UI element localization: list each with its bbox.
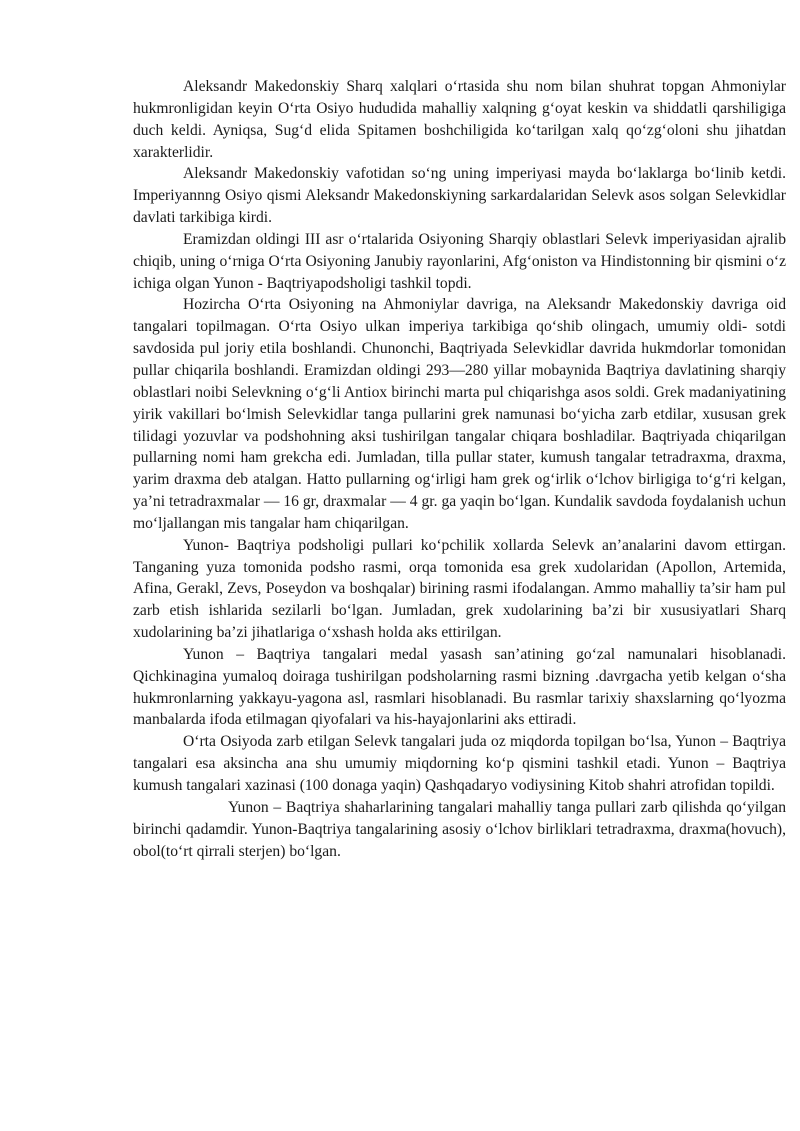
paragraph-hoard-finds: O‘rta Osiyoda zarb etilgan Selevk tangalari juda oz miqdorda topilgan bo‘lsa, Yunon – Baqtriya tangalari esa aksincha ana shu umumiy miqdorning ko‘p qismini tashkil etadi. Yunon – Baqtriya kumush tangalari xazinasi (100 donaga yaqin) Qashqadaryo vodiysining Kitob shahri atrofidan topildi. [133, 733, 786, 794]
paragraph-greco-bactria-founding: Eramizdan oldingi III asr o‘rtalarida Osiyoning Sharqiy oblastlari Selevk imperiyasidan ajralib chiqib, uning o‘rniga O‘rta Osiyoning Janubiy rayonlarini, Afg‘oniston va Hindistonning bir qismini o‘z ichiga olgan Yunon - Baqtriyapodsholigi tashkil topdi. [133, 230, 786, 292]
paragraph-units: Yunon – Baqtriya shaharlarining tangalari mahalliy tanga pullari zarb qilishda qo‘yilgan birinchi qadamdir. Yunon-Baqtriya tangalarining asosiy o‘lchov birliklari tetradraxma, draxma(hovuch), obol(to‘rt qirrali sterjen) bo‘lgan. [133, 798, 786, 860]
paragraph-makedonskiy-resistance: Aleksandr Makedonskiy Sharq xalqlari o‘rtasida shu nom bilan shuhrat topgan Ahmoniylar hukmronligidan keyin O‘rta Osiyo hududida mahalliy xalqning g‘oyat keskin va shiddatli qarshiligiga duch keldi. Ayniqsa, Sug‘d elida Spitamen boshchiligida ko‘tarilgan xalq qo‘zg‘oloni shu jihatdan xarakterlidir. [133, 78, 786, 161]
paragraph-coin-iconography: Yunon- Baqtriya podsholigi pullari ko‘pchilik xollarda Selevk an’analarini davom ettirgan. Tanganing yuza tomonida podsho rasmi, orqa tomonida esa grek xudolaridan (Apollon, Artemida, Afina, Gerakl, Zevs, Poseydon va boshqalar) birining rasmi ifodalangan. Ammo mahalliy ta’sir ham pul zarb etish ishlarida sezilarli bo‘lgan. Jumladan, grek xudolarining ba’zi bir xususiyatlari Sharq xudolarining ba’zi jihatlariga o‘xshash holda aks ettirilgan. [133, 536, 786, 642]
paragraph-coinage-origins: Hozircha O‘rta Osiyoning na Ahmoniylar davriga, na Aleksandr Makedonskiy davriga oid tangalari topilmagan. O‘rta Osiyo ulkan imperiya tarkibiga qo‘shib olingach, umumiy oldi- sotdi savdosida pul joriy etila boshlandi. Chunonchi, Baqtriyada Selevkidlar davrida hukmdorlar tomonidan pullar chiqarila boshlandi. Eramizdan oldingi 293—280 yillar mobaynida Baqtriya davlatining sharqiy oblastlari noibi Selevkning o‘g‘li Antiox birinchi marta pul chiqarishga asos soldi. Grek madaniyatining yirik vakillari bo‘lmish Selevkidlar tanga pullarini grek namunasi bo‘yicha zarb etdilar, xususan grek tilidagi yozuvlar va podshohning aksi tushirilgan tangalar chiqara boshladilar. Baqtriyada chiqarilgan pullarning nomi ham grekcha edi. Jumladan, tilla pullar stater, kumush tangalar tetradraxma, draxma, yarim draxma deb atalgan. Hatto pullarning og‘irligi ham grek og‘irlik o‘lchov birligiga to‘g‘ri kelgan, ya’ni tetradraxmalar — 16 gr, draxmalar — 4 gr. ga yaqin bo‘lgan. Kundalik savdoda foydalanish uchun mo‘ljallangan mis tangalar ham chiqarilgan. [133, 296, 786, 532]
document-page [133, 76, 786, 862]
paragraph-medal-art: Yunon – Baqtriya tangalari medal yasash san’atining go‘zal namunalari hisoblanadi. Qichkinagina yumaloq doiraga tushirilgan podsholarning rasmi bizning .davrgacha yetib kelgan o‘sha hukmronlarning yakkayu-yagona asl, rasmlari hisoblanadi. Bu rasmlar tarixiy shaxslarning qo‘lyozma manbalarda ifoda etilmagan qiyofalari va his-hayajonlarini aks ettiradi. [133, 645, 786, 729]
paragraph-empire-division: Aleksandr Makedonskiy vafotidan so‘ng uning imperiyasi mayda bo‘laklarga bo‘linib ketdi. Imperiyannng Osiyo qismi Aleksandr Makedonskiyning sarkardalaridan Selevk asos solgan Selevkidlar davlati tarkibiga kirdi. [133, 165, 786, 227]
